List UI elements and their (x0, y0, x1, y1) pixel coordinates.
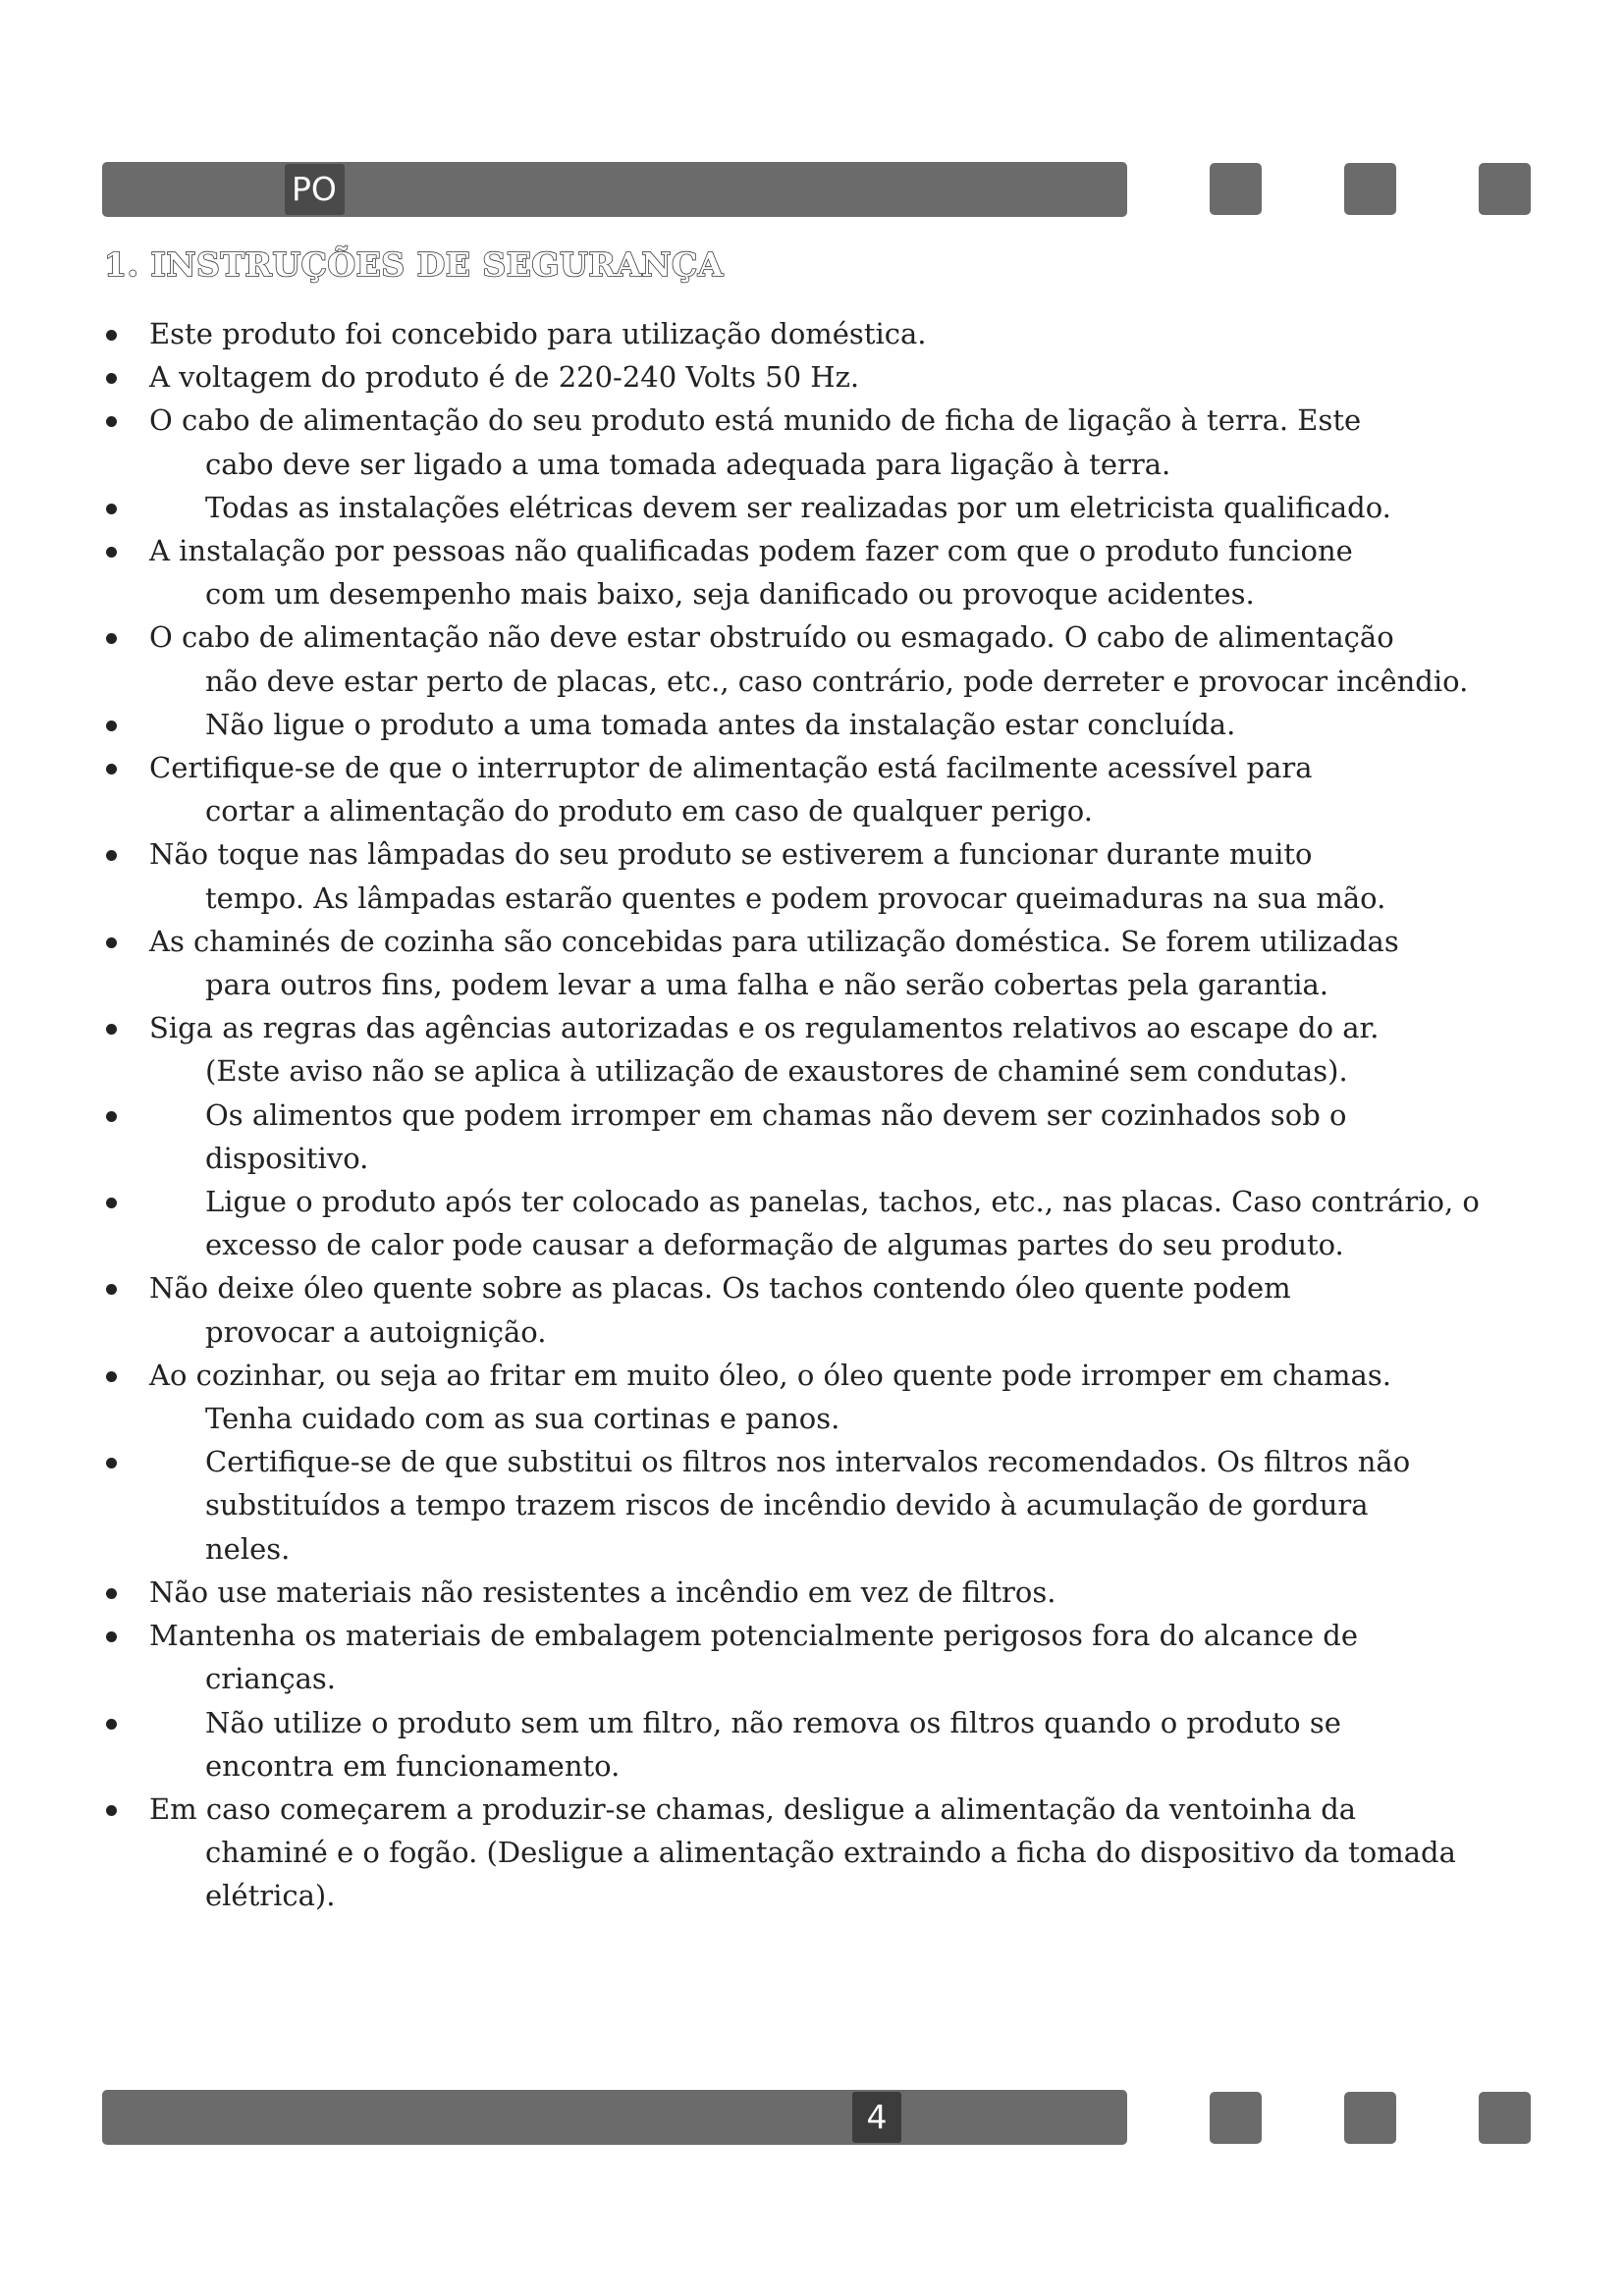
item-line: Não use materiais não resistentes a incêndio em vez de filtros. (149, 1575, 1056, 1609)
footer-square-2 (1344, 2092, 1396, 2144)
item-line: Tenha cuidado com as sua cortinas e panos. (205, 1402, 840, 1436)
list-item (102, 1006, 1536, 1093)
header-square-3 (1479, 163, 1531, 215)
list-item (102, 615, 1536, 702)
list-item (102, 1701, 1536, 1788)
item-line: (Este aviso não se aplica à utilização de exaustores de chaminé sem condutas). (205, 1054, 1348, 1089)
item-line: com um desempenho mais baixo, seja danificado ou provoque acidentes. (205, 577, 1255, 612)
item-line: Não ligue o produto a uma tomada antes da instalação estar concluída. (205, 707, 1236, 741)
item-line: Este produto foi concebido para utilização doméstica. (149, 317, 927, 350)
item-line: tempo. As lâmpadas estarão quentes e podem provocar queimaduras na sua mão. (205, 881, 1386, 915)
list-item (102, 399, 1536, 485)
item-line: As chaminés de cozinha são concebidas para utilização doméstica. Se forem utilizadas (149, 924, 1399, 958)
item-line: chaminé e o fogão. (Desligue a alimentação extraindo a ficha do dispositivo da tomada (205, 1836, 1456, 1870)
list-item (102, 312, 1536, 355)
item-line: provocar a autoignição. (205, 1314, 547, 1349)
language-tag: PO (285, 164, 345, 215)
item-line: Mantenha os materiais de embalagem potencialmente perigosos fora do alcance de (149, 1619, 1358, 1653)
list-item (102, 529, 1536, 615)
page-number: 4 (852, 2092, 901, 2143)
item-line: A instalação por pessoas não qualificadas podem fazer com que o produto funcione (149, 534, 1353, 568)
list-item (102, 746, 1536, 832)
item-line: Em caso começarem a produzir-se chamas, desligue a alimentação da ventoinha da (149, 1791, 1357, 1826)
item-line: Siga as regras das agências autorizadas e os regulamentos relativos ao escape do ar. (149, 1011, 1380, 1045)
item-line: excesso de calor pode causar a deformação de algumas partes do seu produto. (205, 1228, 1344, 1262)
item-line: Ao cozinhar, ou seja ao fritar em muito óleo, o óleo quente pode irromper em chamas. (149, 1358, 1391, 1392)
list-item (102, 1571, 1536, 1614)
item-line: O cabo de alimentação do seu produto está munido de ficha de ligação à terra. Este (149, 403, 1362, 438)
list-item (102, 1614, 1536, 1700)
footer-bar (102, 2090, 1127, 2145)
item-line: Não toque nas lâmpadas do seu produto se estiverem a funcionar durante muito (149, 837, 1313, 872)
list-item (102, 355, 1536, 399)
item-line: cortar a alimentação do produto em caso de qualquer perigo. (205, 794, 1093, 828)
item-line: Certifique-se de que substitui os filtros nos intervalos recomendados. Os filtros não (205, 1445, 1411, 1479)
list-item (102, 1094, 1536, 1180)
item-line: para outros fins, podem levar a uma falha e não serão cobertas pela garantia. (205, 968, 1328, 1002)
list-item (102, 832, 1536, 919)
list-item (102, 703, 1536, 746)
item-line: substituídos a tempo trazem riscos de incêndio devido à acumulação de gordura (205, 1488, 1369, 1522)
header-bar (102, 162, 1127, 217)
item-line: O cabo de alimentação não deve estar obstruído ou esmagado. O cabo de alimentação (149, 620, 1394, 655)
section-title: 1. INSTRUÇÕES DE SEGURANÇA (104, 245, 724, 284)
footer-square-3 (1479, 2092, 1531, 2144)
item-line: Certifique-se de que o interruptor de alimentação está facilmente acessível para (149, 751, 1313, 785)
item-line: encontra em funcionamento. (205, 1748, 621, 1783)
item-line: dispositivo. (205, 1141, 369, 1175)
header-square-1 (1210, 163, 1262, 215)
list-item (102, 1788, 1536, 1918)
item-line: não deve estar perto de placas, etc., caso contrário, pode derreter e provocar incêndio. (205, 664, 1469, 698)
list-item (102, 1440, 1536, 1571)
item-line: A voltagem do produto é de 220-240 Volts 50 Hz. (149, 360, 860, 395)
item-line: Todas as instalações elétricas devem ser realizadas por um eletricista qualificado. (205, 490, 1391, 524)
item-line: neles. (205, 1531, 291, 1566)
list-item (102, 486, 1536, 529)
item-line: Ligue o produto após ter colocado as panelas, tachos, etc., nas placas. Caso contrário, o (205, 1185, 1480, 1219)
list-item (102, 1266, 1536, 1353)
item-line: elétrica). (205, 1879, 336, 1913)
item-line: crianças. (205, 1662, 336, 1696)
item-line: Não utilize o produto sem um filtro, não remova os filtros quando o produto se (205, 1705, 1341, 1739)
safety-instructions-list (102, 312, 1536, 1918)
item-line: Os alimentos que podem irromper em chamas não devem ser cozinhados sob o (205, 1097, 1347, 1132)
item-line: cabo deve ser ligado a uma tomada adequada para ligação à terra. (205, 447, 1171, 481)
list-item (102, 920, 1536, 1006)
item-line: Não deixe óleo quente sobre as placas. Os tachos contendo óleo quente podem (149, 1271, 1291, 1306)
list-item (102, 1180, 1536, 1266)
list-item (102, 1354, 1536, 1440)
header-square-2 (1344, 163, 1396, 215)
footer-square-1 (1210, 2092, 1262, 2144)
